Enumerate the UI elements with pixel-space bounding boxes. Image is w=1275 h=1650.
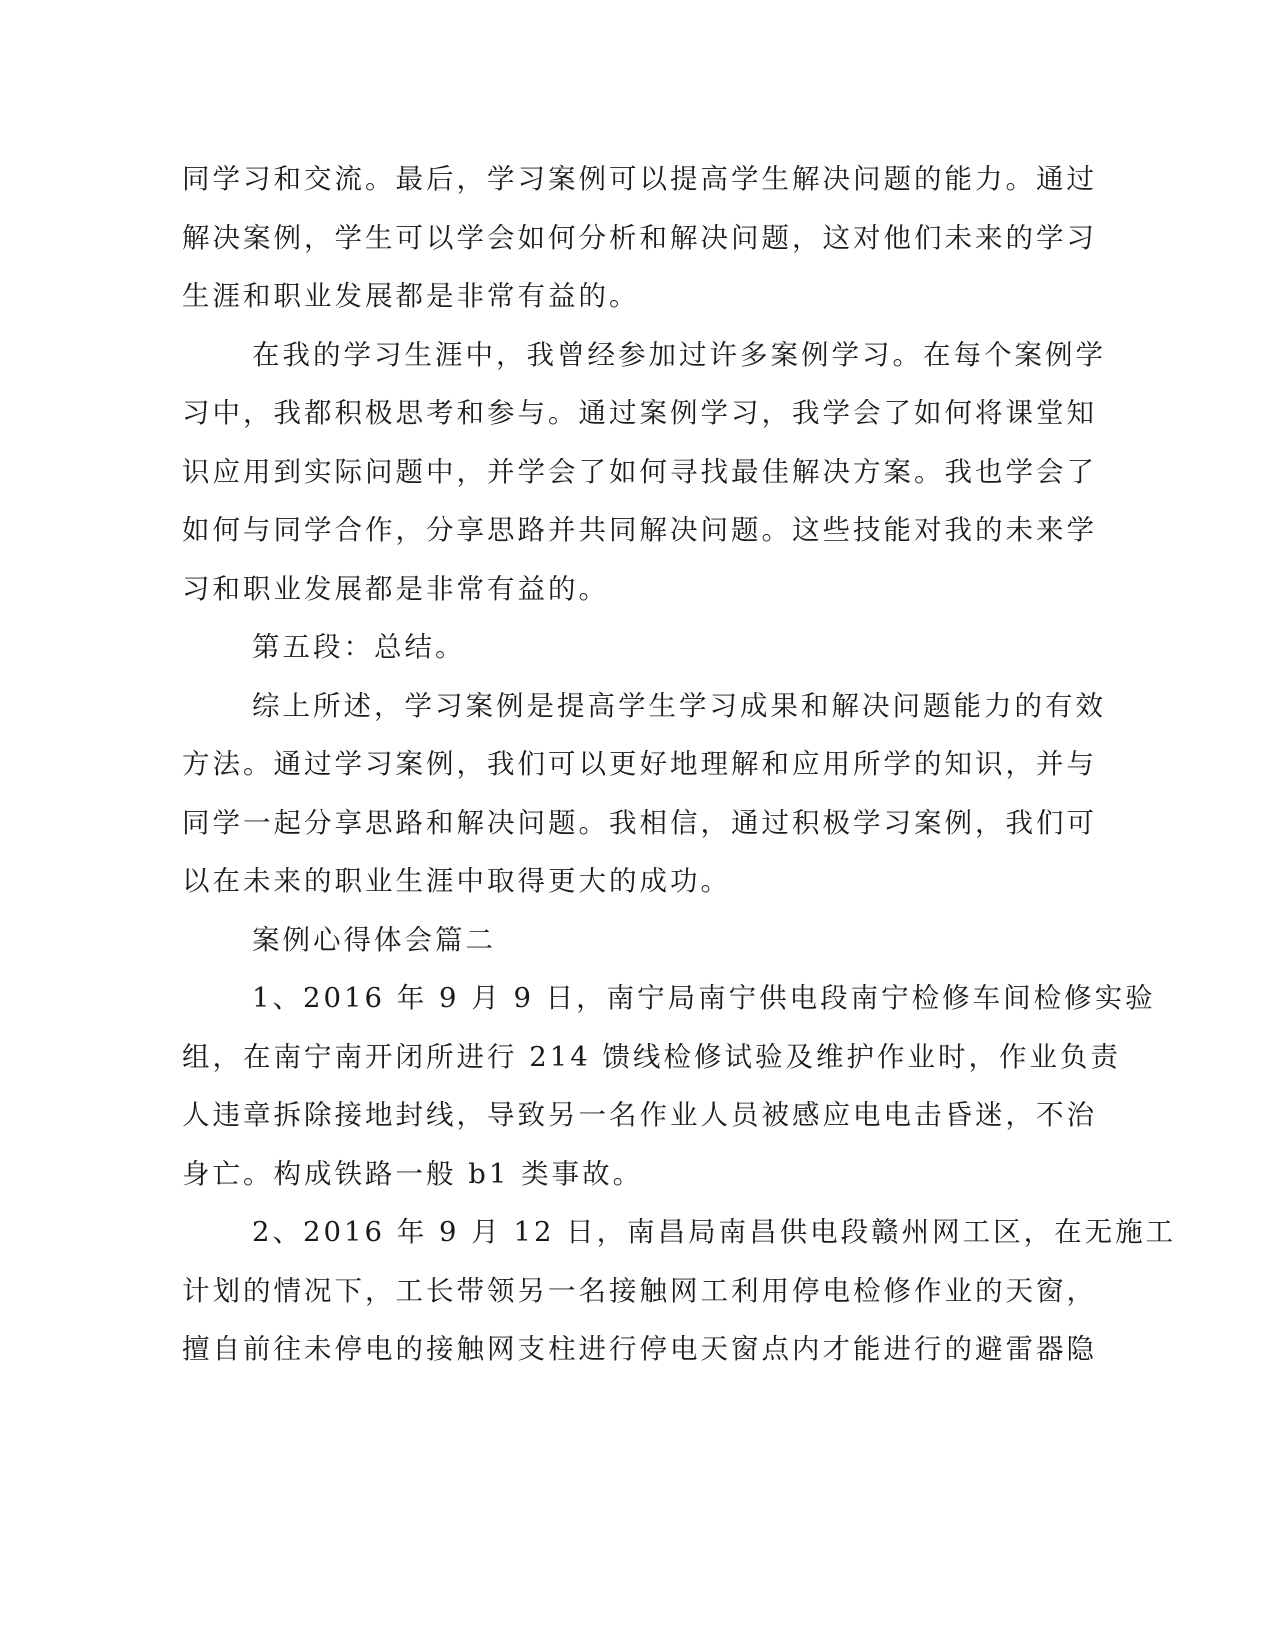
document-page [182,150,1177,1379]
text-line: 2、2016 年 9 月 12 日，南昌局南昌供电段赣州网工区，在无施工 [252,1216,1177,1248]
case-item-2 [182,1203,1177,1379]
paragraph-2 [182,326,1106,619]
text-line: 识应用到实际问题中，并学会了如何寻找最佳解决方案。我也学会了 [182,455,1097,488]
text-line: 同学一起分享思路和解决问题。我相信，通过积极学习案例，我们可 [182,806,1097,839]
text-line: 擅自前往未停电的接触网支柱进行停电天窗点内才能进行的避雷器隐 [182,1333,1097,1365]
text-line: 习中，我都积极思考和参与。通过案例学习，我学会了如何将课堂知 [182,397,1097,429]
section-heading-summary [182,618,1032,677]
text-line: 第五段：总结。 [252,631,466,663]
text-line: 习和职业发展都是非常有益的。 [182,572,609,605]
text-line: 以在未来的职业生涯中取得更大的成功。 [182,865,731,897]
text-line: 同学习和交流。最后，学习案例可以提高学生解决问题的能力。通过 [182,163,1097,195]
text-line: 方法。通过学习案例，我们可以更好地理解和应用所学的知识，并与 [182,748,1097,780]
paragraph-1 [182,150,1097,326]
text-line: 身亡。构成铁路一般 b1 类事故。 [182,1157,644,1190]
text-line: 1、2016 年 9 月 9 日，南宁局南宁供电段南宁检修车间检修实验 [252,982,1156,1014]
paragraph-summary [182,677,1106,911]
text-line: 人违章拆除接地封线，导致另一名作业人员被感应电电击昏迷，不治 [182,1099,1097,1131]
case-item-1 [182,969,1156,1203]
section-title [182,911,1032,970]
text-line: 解决案例，学生可以学会如何分析和解决问题，这对他们未来的学习 [182,221,1097,254]
text-line: 计划的情况下，工长带领另一名接触网工利用停电检修作业的天窗， [182,1274,1097,1307]
text-line: 在我的学习生涯中，我曾经参加过许多案例学习。在每个案例学 [252,338,1106,371]
text-line: 综上所述，学习案例是提高学生学习成果和解决问题能力的有效 [252,689,1106,722]
text-line: 案例心得体会篇二 [252,923,496,956]
text-line: 组，在南宁南开闭所进行 214 馈线检修试验及维护作业时，作业负责 [182,1040,1121,1073]
text-line: 如何与同学合作，分享思路并共同解决问题。这些技能对我的未来学 [182,514,1097,546]
text-line: 生涯和职业发展都是非常有益的。 [182,280,640,312]
